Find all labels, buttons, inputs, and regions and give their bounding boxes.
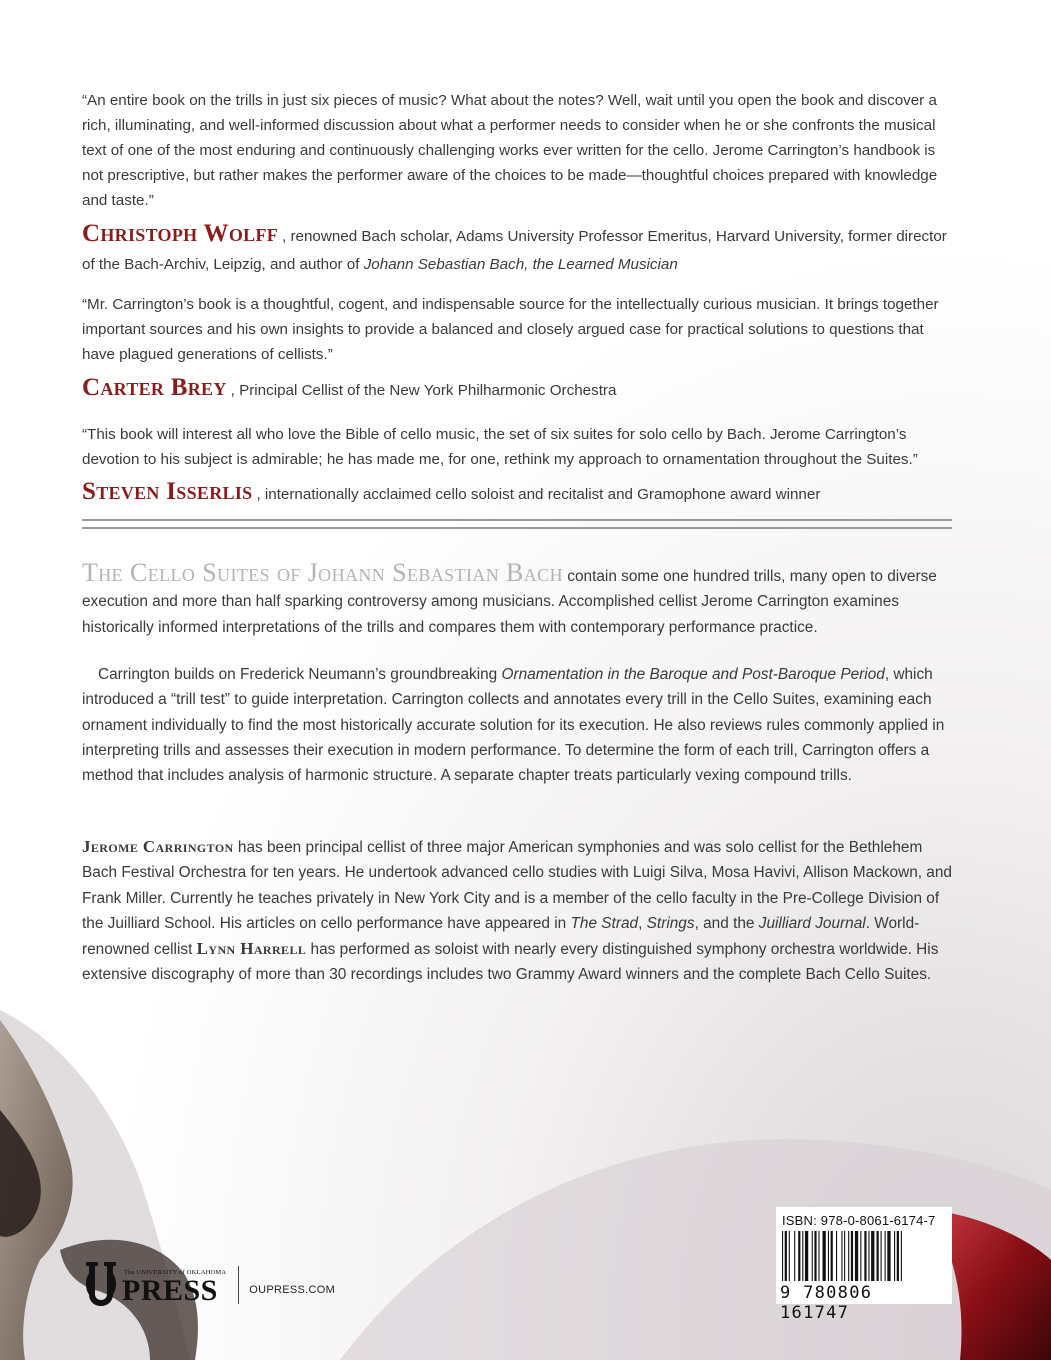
barcode-bar [860,1231,861,1281]
quote-isserlis: “This book will interest all who love the Bible of cello music, the set of six suites for solo cello by Bach. Jerome Carrington’s devotion to his subject is admirable; he has made me, for one, rethink my approach to ornamentation throughout the Suites.” [82,426,918,468]
author-name: Jerome Carrington [82,837,234,856]
barcode-bar [877,1231,879,1281]
barcode-bars-icon [780,1231,948,1287]
barcode-bar [828,1231,829,1281]
section-divider [82,519,952,529]
barcode-bar [841,1231,842,1281]
isbn-label: ISBN: 978-0-8061-6174-7 [782,1213,936,1228]
barcode-bar [885,1231,886,1281]
publisher-logo [82,1258,335,1306]
barcode-bar [798,1231,800,1281]
quote-wolff: “An entire book on the trills in just six pieces of music? What about the notes? Well, wait until you open the book and discover a rich, illuminating, and well-informed discussion about what a performer needs to consider when he or she confronts the musical text of one of the most enduring and continuously challenging works ever written for the cello. Jerome Carrington’s handbook is not prescriptive, but rather makes the performer aware of the choices to be made—thoughtful choices prepared with knowledge and taste.” [82,92,938,209]
barcode-digits: 9 780806 161747 [780,1283,873,1323]
barcode-bar [782,1231,783,1281]
author-bio: Jerome Carrington has been principal cellist of three major American symphonies and was solo cellist for the Bethlehem Bach Festival Orchestra for ten years. He undertook advanced cello studies with Luigi Silva, Mosa Havivi, Allison Mackown, and Frank Miller. Currently he teaches privately in New York City and is a member of the cello faculty in the Pre-College Division of the Juilliard School. His articles on cello performance have appeared in The Strad, Strings, and the Juilliard Journal. World-renowned cellist Lynn Harrell has performed as soloist with nearly every distinguished symphony orchestra worldwide. His extensive discography of more than 30 recordings includes two Grammy Award winners and the complete Bach Cello Suites. [82,837,952,984]
barcode-bar [871,1231,874,1281]
ou-monogram-icon [82,1260,120,1306]
barcode-bar [814,1231,816,1281]
barcode-bar [901,1231,902,1281]
attribution-brey: Carter Brey , Principal Cellist of the New York Philharmonic Orchestra [82,374,617,401]
description-paragraph-1: The Cello Suites of Johann Sebastian Bach contain some one hundred trills, many open to diverse execution and more than half sparking controversy among musicians. Accomplished cellist Jerome Carrington examines historically informed interpretations of the trills and compares them with contemporary performance practice. [82,558,937,636]
attribution-isserlis: Steven Isserlis , internationally acclaimed cello soloist and recitalist and Gramophone award winner [82,478,821,505]
logo-separator [238,1266,239,1304]
barcode-bar [894,1231,895,1281]
barcode-bar [864,1231,866,1281]
book-title-heading: The Cello Suites of Johann Sebastian Bach [82,558,563,587]
barcode-bar [851,1231,853,1281]
barcode-bar [823,1231,826,1281]
barcode-bar [794,1231,795,1281]
press-wordmark: PRESS [122,1274,218,1307]
isbn-barcode [776,1207,952,1323]
attribution-name: Christoph Wolff [82,220,279,247]
barcode-bar [836,1231,837,1281]
barcode-bar [818,1231,819,1281]
book-title: Johann Sebastian Bach, the Learned Musician [363,256,678,273]
barcode-bar [802,1231,803,1281]
attribution-name: Steven Isserlis [82,478,253,505]
attribution-wolff: Christoph Wolff , renowned Bach scholar, Adams University Professor Emeritus, Harvard University, former director of the Bach-Archiv, Leipzig, and author of Johann Sebastian Bach, the Learned Musician [82,220,947,273]
referenced-book-title: Ornamentation in the Baroque and Post-Baroque Period [501,666,885,683]
barcode-bar [812,1231,813,1281]
barcode-bar [831,1231,833,1281]
barcode-bar [805,1231,808,1281]
publisher-website: OUPRESS.COM [249,1284,336,1296]
quote-brey: “Mr. Carrington’s book is a thoughtful, cogent, and indispensable source for the intellectually curious musician. It brings together important sources and his own insights to provide a balanced and closely argued case for practical solutions to questions that have plagued generations of cellists.” [82,296,939,363]
university-name: The UNIVERSITY of OKLAHOMA [124,1269,227,1276]
barcode-bar [868,1231,869,1281]
barcode-bar [855,1231,858,1281]
barcode-bar [785,1231,787,1281]
description-paragraph-2: Carrington builds on Frederick Neumann’s groundbreaking Ornamentation in the Baroque and Post-Baroque Period, which introduced a “trill test” to guide interpretation. Carrington collects and annotates every trill in the Cello Suites, examining each ornament individually to find the most historically accurate solution for its execution. He also reviews rules commonly applied in interpreting trills and assesses their execution in modern performance. To determine the form of each trill, Carrington offers a method that includes analysis of harmonic structure. A separate chapter treats particularly vexing compound trills. [82,666,945,785]
barcode-bar [844,1231,845,1281]
barcode-bar [881,1231,882,1281]
barcode-bar [887,1231,890,1281]
foreword-author-name: Lynn Harrell [196,939,307,959]
barcode-bar [897,1231,899,1281]
barcode-bar [789,1231,790,1281]
attribution-name: Carter Brey [82,374,227,401]
barcode-bar [848,1231,849,1281]
